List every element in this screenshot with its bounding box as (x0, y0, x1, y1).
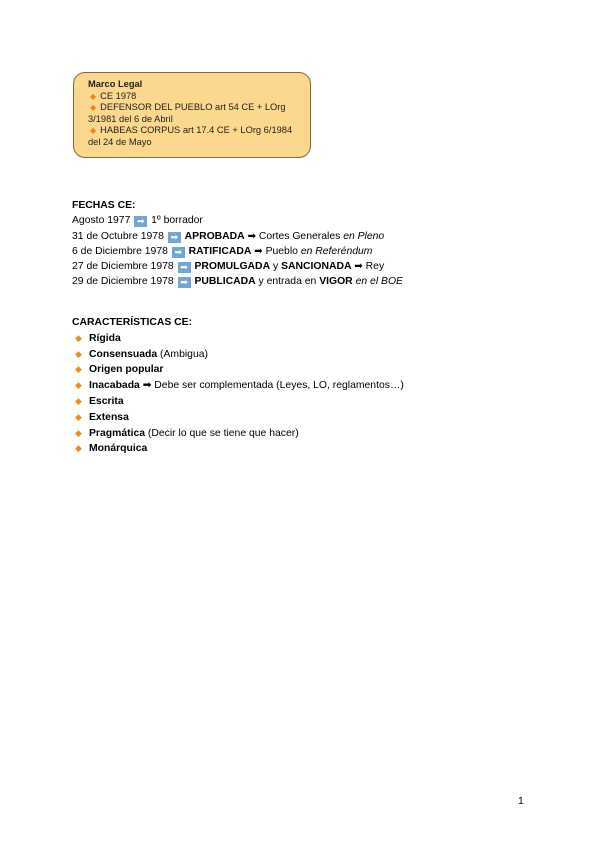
bullet-icon: ◆ (75, 380, 82, 391)
bullet-icon: ◆ (75, 427, 82, 438)
bullet-icon: ◆ (90, 126, 97, 135)
fecha-row: Agosto 1977 ➡ 1º borrador (72, 215, 203, 227)
heavy-arrow-icon: ➡ (254, 245, 263, 257)
list-item: ◆ Inacabada ➡ Debe ser complementada (Leyes, LO, reglamentos…) (72, 378, 404, 394)
bullet-icon: ◆ (90, 103, 97, 112)
page-number: 1 (518, 796, 524, 807)
arrow-right-icon: ➡ (172, 247, 185, 258)
marco-legal-box (73, 72, 311, 158)
bullet-icon: ◆ (75, 364, 82, 375)
fecha-row: 29 de Diciembre 1978 ➡ PUBLICADA y entrada en VIGOR en el BOE (72, 276, 403, 288)
caracteristicas-heading: CARACTERÍSTICAS CE: (72, 317, 193, 328)
arrow-right-icon: ➡ (134, 216, 147, 227)
list-item: ◆ Origen popular (72, 362, 404, 378)
bullet-icon: ◆ (90, 91, 97, 101)
bullet-icon: ◆ (75, 443, 82, 454)
list-item: ◆ Pragmática (Decir lo que se tiene que hacer) (72, 426, 404, 442)
bullet-icon: ◆ (75, 395, 82, 406)
fechas-heading: FECHAS CE: (72, 200, 136, 211)
bullet-icon: ◆ (75, 348, 82, 359)
marco-item: ◆ DEFENSOR DEL PUEBLO art 54 CE + LOrg (90, 102, 286, 112)
fecha-row: 31 de Octubre 1978 ➡ APROBADA ➡ Cortes Generales en Pleno (72, 230, 385, 242)
bullet-icon: ◆ (75, 411, 82, 422)
arrow-right-icon: ➡ (178, 277, 191, 288)
arrow-right-icon: ➡ (168, 232, 181, 243)
marco-item-cont: 3/1981 del 6 de Abril (88, 113, 173, 124)
arrow-right-icon: ➡ (178, 262, 191, 273)
fecha-row: 27 de Diciembre 1978 ➡ PROMULGADA y SANCIONADA ➡ Rey (72, 261, 385, 273)
marco-item-cont: del 24 de Mayo (88, 136, 152, 147)
fecha-row: 6 de Diciembre 1978 ➡ RATIFICADA ➡ Pueblo en Referéndum (72, 245, 373, 257)
heavy-arrow-icon: ➡ (354, 261, 363, 273)
list-item: ◆ Escrita (72, 394, 404, 410)
fechas-section (72, 198, 403, 290)
marco-item: ◆ HABEAS CORPUS art 17.4 CE + LOrg 6/1984 (90, 125, 293, 135)
marco-item: ◆ CE 1978 (90, 90, 137, 101)
list-item: ◆ Rígida (72, 331, 404, 347)
list-item: ◆ Extensa (72, 410, 404, 426)
marco-legal-title: Marco Legal (88, 79, 143, 89)
heavy-arrow-icon: ➡ (247, 230, 256, 242)
caracteristicas-list (72, 331, 404, 457)
list-item: ◆ Monárquica (72, 441, 404, 457)
list-item: ◆ Consensuada (Ambigua) (72, 347, 404, 363)
caracteristicas-section (72, 316, 404, 457)
bullet-icon: ◆ (75, 332, 82, 343)
